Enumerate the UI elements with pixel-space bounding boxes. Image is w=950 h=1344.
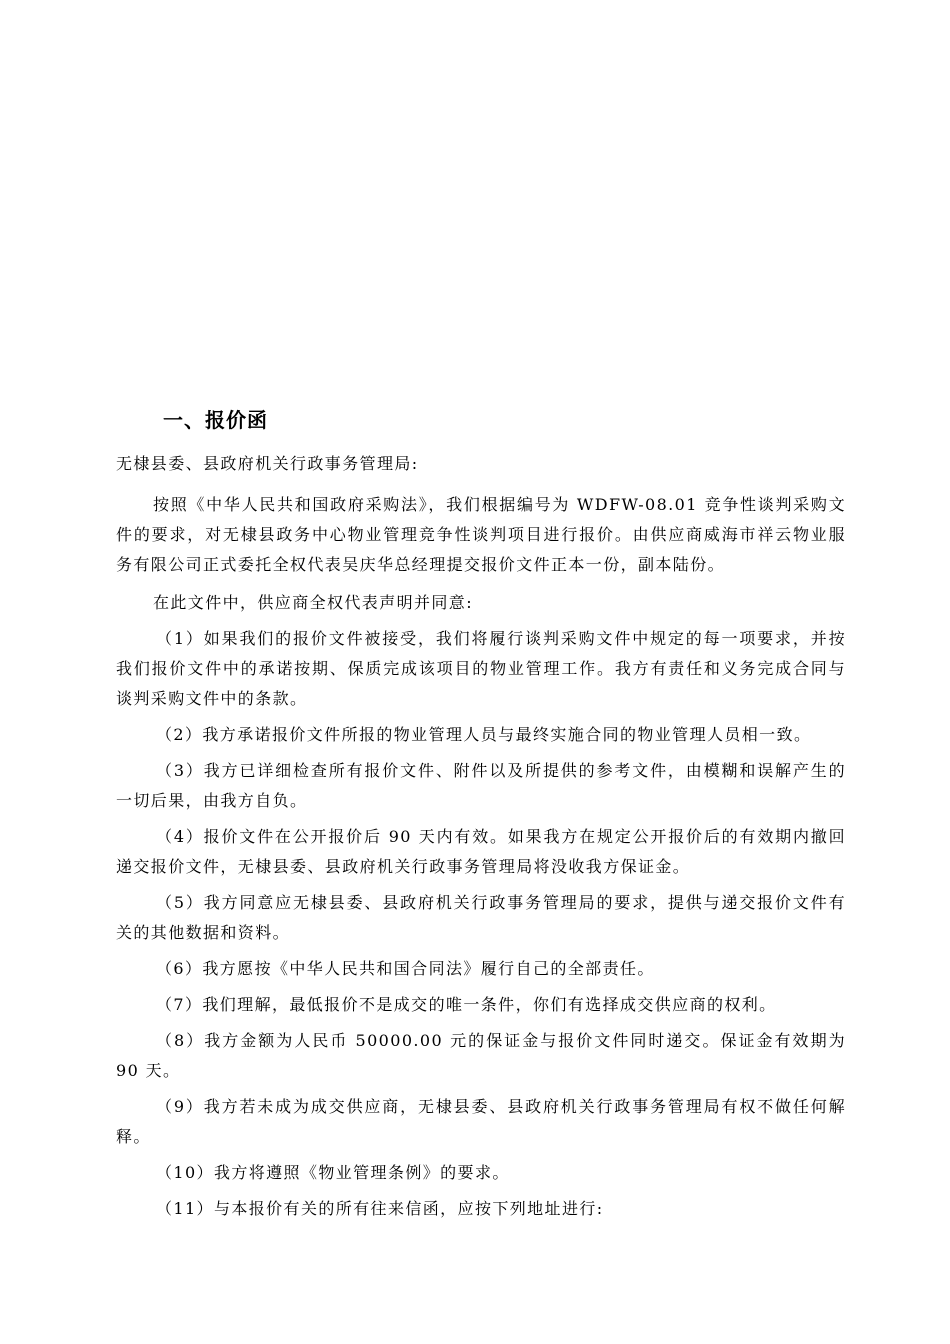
letter-body bbox=[116, 484, 846, 1224]
list-item: （4）报价文件在公开报价后 90 天内有效。如果我方在规定公开报价后的有效期内撤回递交报价文件，无棣县委、县政府机关行政事务管理局将没收我方保证金。 bbox=[116, 827, 846, 876]
list-item: （2）我方承诺报价文件所报的物业管理人员与最终实施合同的物业管理人员相一致。 bbox=[156, 725, 812, 744]
addressee: 无棣县委、县政府机关行政事务管理局: bbox=[116, 454, 419, 473]
list-item: （3）我方已详细检查所有报价文件、附件以及所提供的参考文件，由模糊和误解产生的一切后果，由我方自负。 bbox=[116, 761, 846, 810]
section-heading: 一、报价函 bbox=[163, 408, 268, 432]
list-item: （10）我方将遵照《物业管理条例》的要求。 bbox=[156, 1163, 510, 1182]
list-item: （8）我方金额为人民币 50000.00 元的保证金与报价文件同时递交。保证金有效期为 90 天。 bbox=[116, 1031, 846, 1080]
declaration-paragraph: 在此文件中，供应商全权代表声明并同意: bbox=[153, 593, 473, 612]
list-item: （9）我方若未成为成交供应商，无棣县委、县政府机关行政事务管理局有权不做任何解释。 bbox=[116, 1097, 846, 1146]
list-item: （1）如果我们的报价文件被接受，我们将履行谈判采购文件中规定的每一项要求，并按我们报价文件中的承诺按期、保质完成该项目的物业管理工作。我方有责任和义务完成合同与谈判采购文件中的条款。 bbox=[116, 629, 846, 708]
list-item: （11）与本报价有关的所有往来信函，应按下列地址进行: bbox=[156, 1199, 604, 1218]
list-item: （6）我方愿按《中华人民共和国合同法》履行自己的全部责任。 bbox=[156, 959, 655, 978]
intro-paragraph: 按照《中华人民共和国政府采购法》，我们根据编号为 WDFW-08.01 竞争性谈判采购文件的要求，对无棣县政务中心物业管理竞争性谈判项目进行报价。由供应商威海市祥云物业服务有限公司正式委托全权代表吴庆华总经理提交报价文件正本一份，副本陆份。 bbox=[116, 495, 846, 574]
list-item: （7）我们理解，最低报价不是成交的唯一条件，你们有选择成交供应商的权利。 bbox=[156, 995, 777, 1014]
list-item: （5）我方同意应无棣县委、县政府机关行政事务管理局的要求，提供与递交报价文件有关的其他数据和资料。 bbox=[116, 893, 846, 942]
